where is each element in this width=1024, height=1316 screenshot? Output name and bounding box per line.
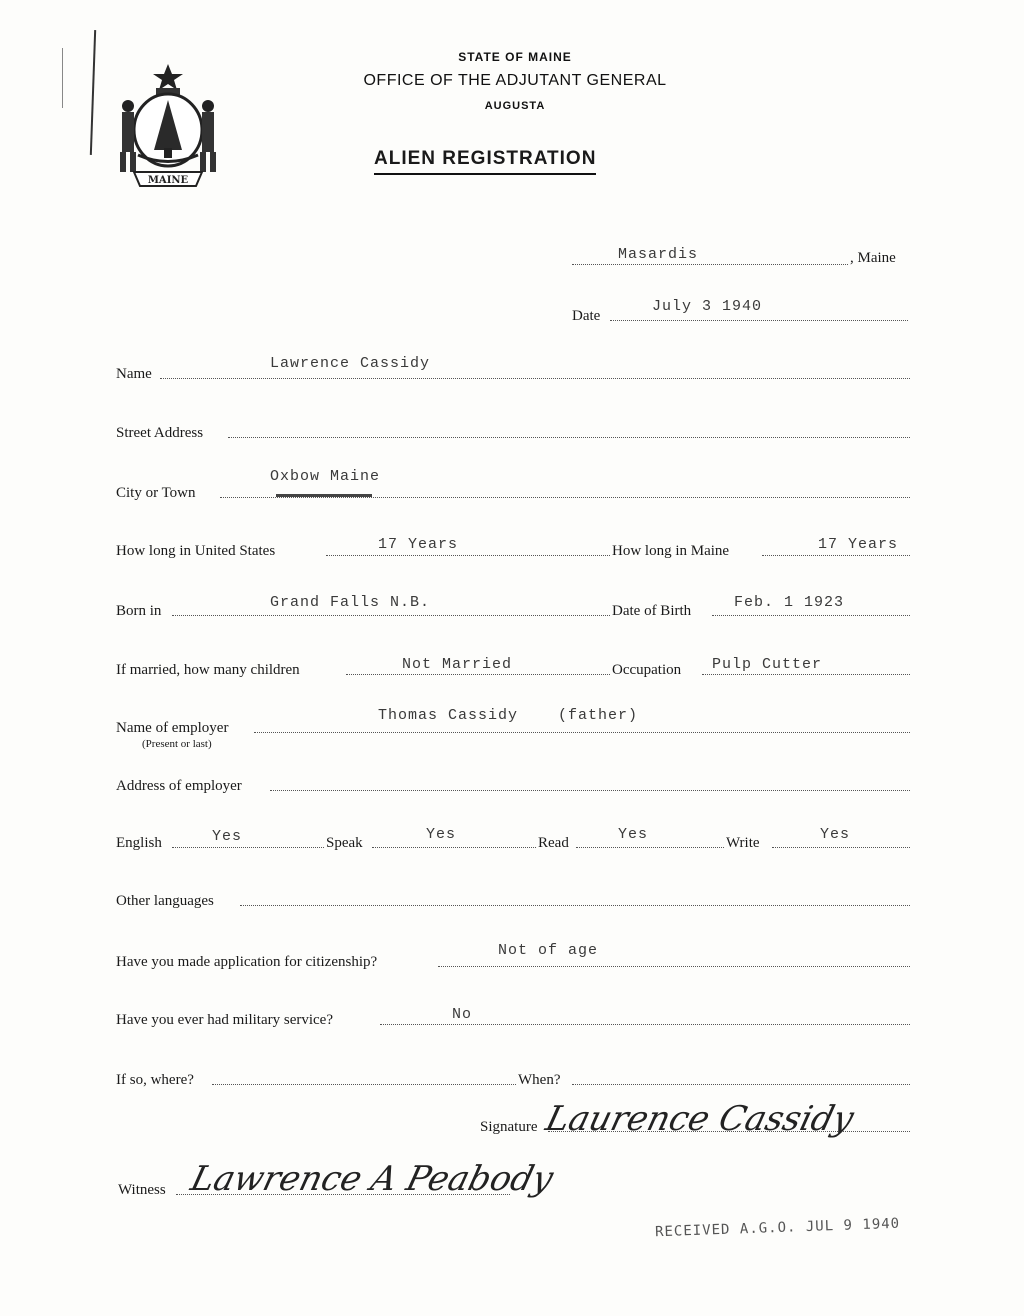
- citizenship-value: Not of age: [498, 942, 599, 959]
- read-value: Yes: [618, 826, 649, 843]
- military-value: No: [452, 1006, 473, 1023]
- maine-years-value: 17 Years: [818, 536, 899, 553]
- dob-label: Date of Birth: [612, 603, 692, 619]
- read-label: Read: [538, 835, 569, 851]
- city-label: City or Town: [116, 485, 196, 501]
- date-label: Date: [572, 308, 601, 324]
- place-value: Masardis: [618, 246, 699, 263]
- children-label: If married, how many children: [116, 662, 300, 678]
- occupation-value: Pulp Cutter: [712, 656, 823, 673]
- form-title: ALIEN REGISTRATION: [374, 148, 596, 175]
- read-line: [576, 847, 724, 848]
- us-years-value: 17 Years: [378, 536, 459, 553]
- signature-handwriting: [541, 1090, 858, 1144]
- witness-value: Lawrence A Peabody: [186, 1159, 558, 1199]
- dob-value: Feb. 1 1923: [734, 594, 845, 611]
- born-line: [172, 615, 610, 616]
- street-label: Street Address: [116, 425, 204, 441]
- maine-years-line: [762, 555, 910, 556]
- speak-value: Yes: [426, 826, 457, 843]
- citizenship-label: Have you made application for citizenship?: [116, 954, 378, 970]
- citizenship-line: [438, 966, 910, 967]
- employer-line: [254, 732, 910, 733]
- us-years-label: How long in United States: [116, 543, 276, 559]
- when-label: When?: [518, 1072, 561, 1088]
- name-value: Lawrence Cassidy: [270, 355, 431, 372]
- margin-pencil-mark: [62, 48, 73, 108]
- received-stamp: RECEIVED A.G.O. JUL 9 1940: [654, 1215, 901, 1241]
- occupation-label: Occupation: [612, 662, 682, 678]
- english-line: [172, 847, 324, 848]
- place-suffix: , Maine: [850, 250, 896, 266]
- employer-value: Thomas Cassidy (father): [378, 707, 639, 724]
- born-value: Grand Falls N.B.: [270, 594, 431, 611]
- write-value: Yes: [820, 826, 851, 843]
- date-line: [610, 320, 908, 321]
- english-label: English: [116, 835, 162, 851]
- signature-label: Signature: [480, 1119, 538, 1135]
- place-line: [572, 264, 848, 265]
- employer-address-label: Address of employer: [116, 778, 242, 794]
- city-underline: [276, 494, 372, 497]
- other-languages-line: [240, 905, 910, 906]
- other-languages-label: Other languages: [116, 893, 214, 909]
- write-label: Write: [726, 835, 760, 851]
- date-value: July 3 1940: [652, 298, 763, 315]
- city-value: Oxbow Maine: [270, 468, 381, 485]
- when-line: [572, 1084, 910, 1085]
- where-line: [212, 1084, 516, 1085]
- witness-handwriting: [186, 1146, 558, 1206]
- employer-address-line: [270, 790, 910, 791]
- write-line: [772, 847, 910, 848]
- name-line: [160, 378, 910, 379]
- state-seal-icon: [112, 60, 224, 190]
- born-label: Born in: [116, 603, 162, 619]
- employer-sublabel: (Present or last): [142, 738, 212, 750]
- signature-value: Laurence Cassidy: [541, 1099, 858, 1139]
- military-line: [380, 1024, 910, 1025]
- state-heading: STATE OF MAINE: [458, 50, 572, 64]
- city-line: [220, 497, 910, 498]
- street-line: [228, 437, 910, 438]
- where-label: If so, where?: [116, 1072, 194, 1088]
- military-label: Have you ever had military service?: [116, 1012, 333, 1028]
- witness-label: Witness: [118, 1182, 166, 1198]
- name-label: Name: [116, 366, 152, 382]
- margin-mark: [90, 30, 96, 155]
- speak-line: [372, 847, 536, 848]
- maine-years-label: How long in Maine: [612, 543, 730, 559]
- employer-label: Name of employer: [116, 720, 229, 736]
- us-years-line: [326, 555, 610, 556]
- city-heading: AUGUSTA: [484, 100, 546, 112]
- children-line: [346, 674, 610, 675]
- occupation-line: [702, 674, 910, 675]
- speak-label: Speak: [326, 835, 363, 851]
- english-value: Yes: [212, 828, 243, 845]
- office-heading: OFFICE OF THE ADJUTANT GENERAL: [363, 72, 667, 89]
- seal-banner-text: MAINE: [147, 175, 189, 186]
- dob-line: [712, 615, 910, 616]
- children-value: Not Married: [402, 656, 513, 673]
